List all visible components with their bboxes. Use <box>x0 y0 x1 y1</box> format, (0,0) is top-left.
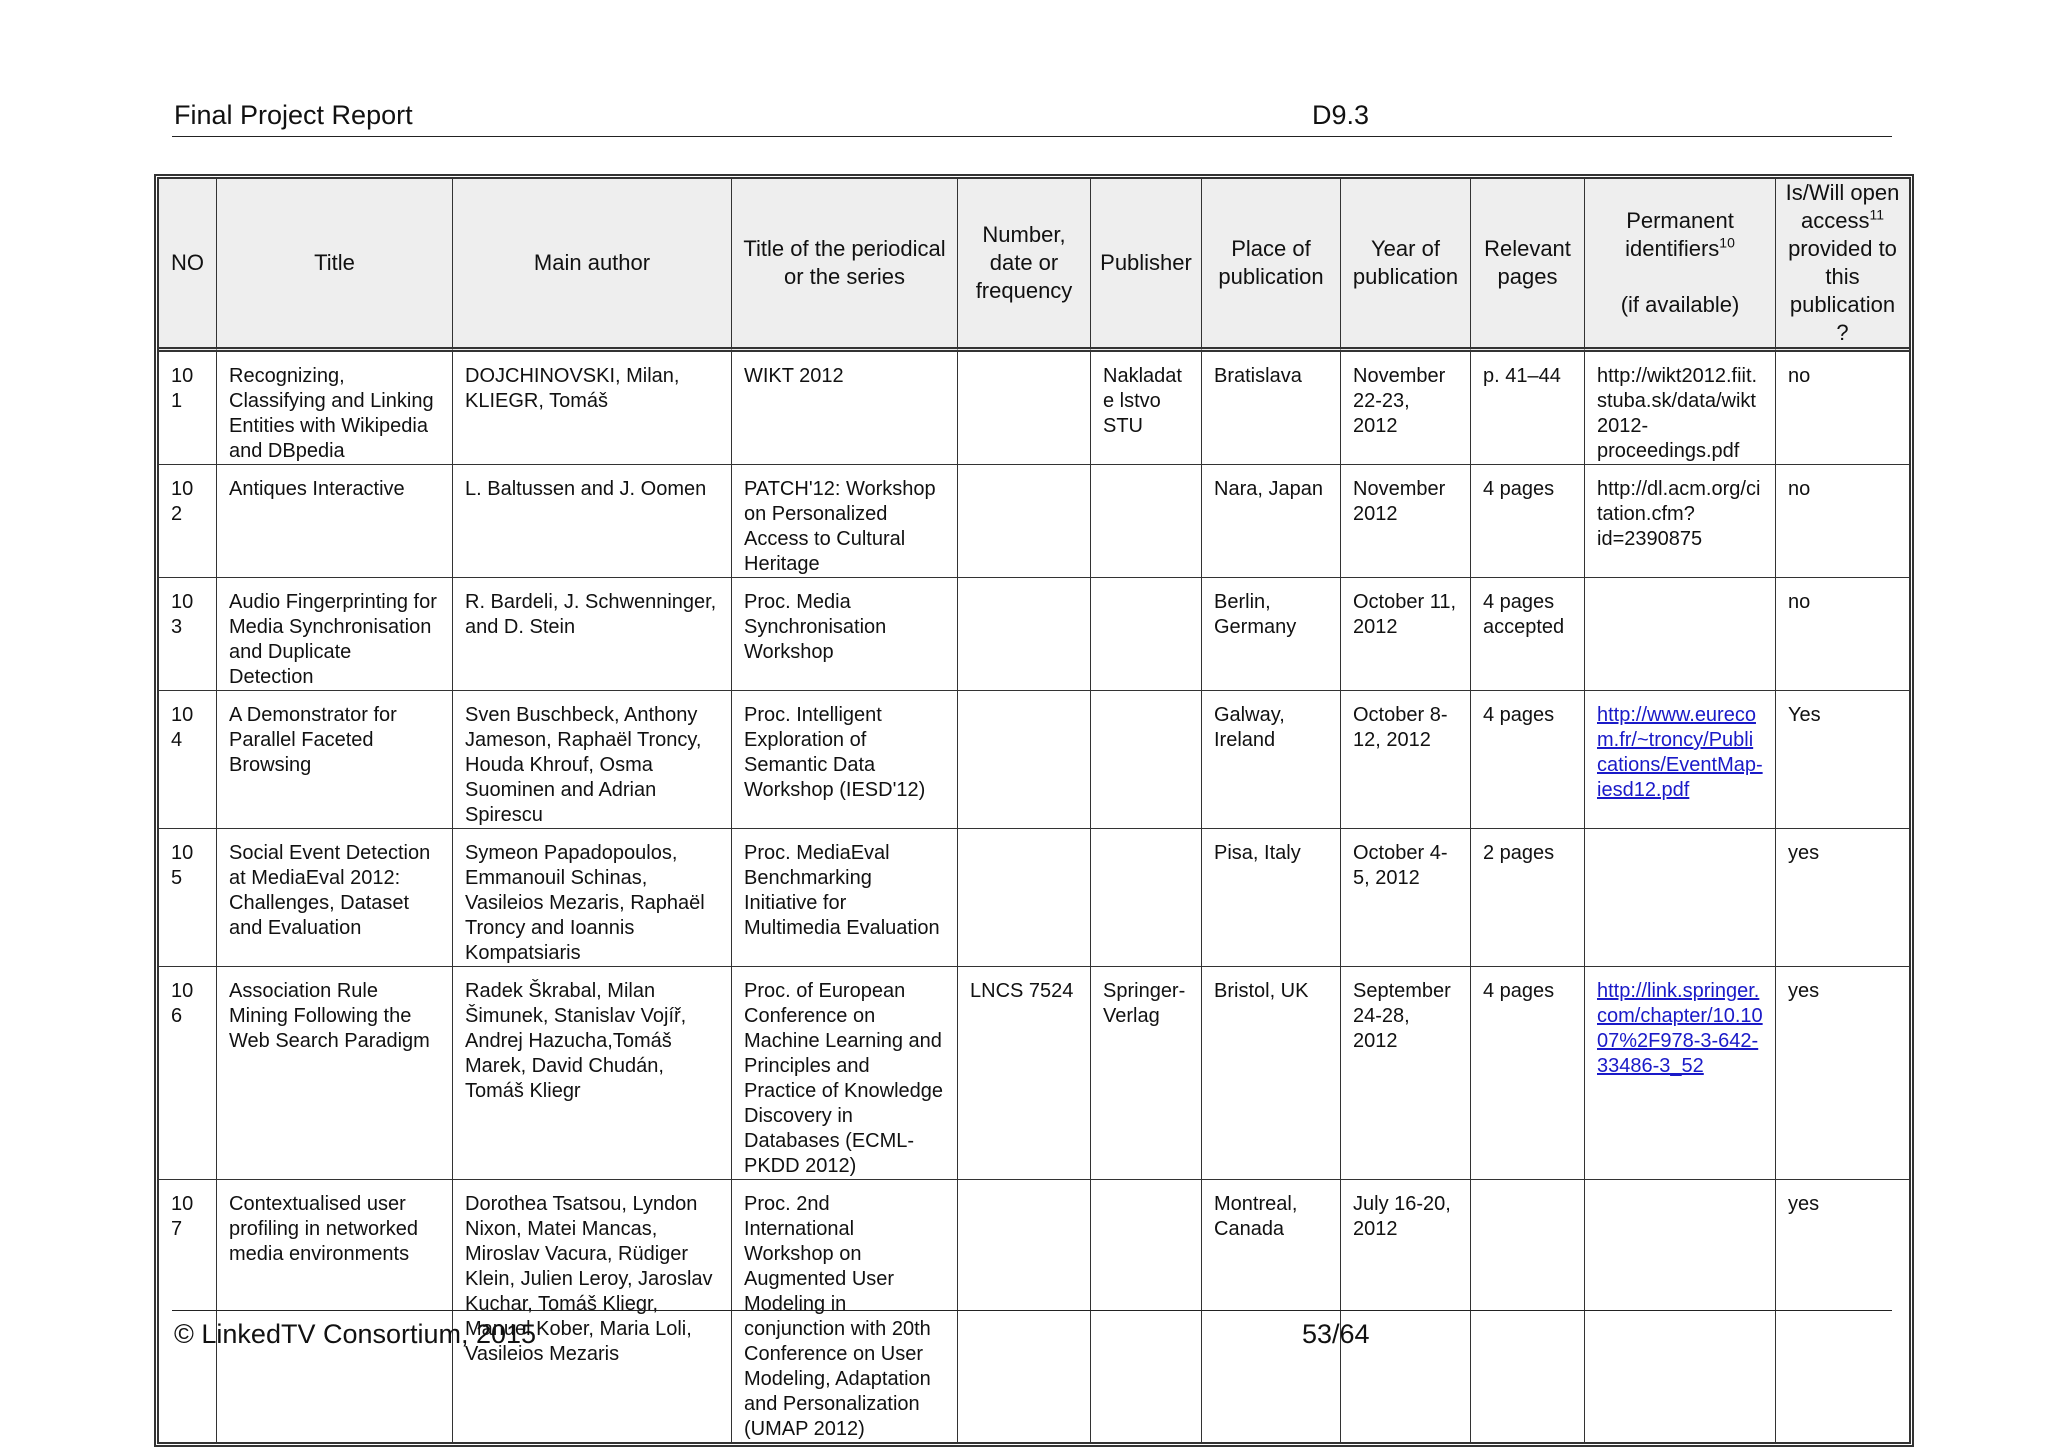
table-row <box>159 967 1909 1180</box>
cell-title: Audio Fingerprinting for Media Synchronisation and Duplicate Detection <box>217 578 453 691</box>
cell-no: 101 <box>159 352 217 465</box>
cell-periodical: PATCH'12: Workshop on Personalized Access to Cultural Heritage <box>732 465 958 578</box>
cell-year: October 4-5, 2012 <box>1341 829 1471 967</box>
col-header-no: NO <box>159 179 217 352</box>
cell-periodical: Proc. Intelligent Exploration of Semantic Data Workshop (IESD'12) <box>732 691 958 829</box>
cell-title: Contextualised user profiling in networked media environments <box>217 1180 453 1442</box>
copyright-text: © LinkedTV Consortium, 2015 <box>174 1319 537 1349</box>
cell-publisher: Springer-Verlag <box>1091 967 1202 1180</box>
cell-title: Recognizing, Classifying and Linking Entities with Wikipedia and DBpedia <box>217 352 453 465</box>
cell-title: Social Event Detection at MediaEval 2012: Challenges, Dataset and Evaluation <box>217 829 453 967</box>
page-number: 53/64 <box>1302 1319 1370 1349</box>
cell-periodical: WIKT 2012 <box>732 352 958 465</box>
cell-access: yes <box>1788 1193 1820 1215</box>
col-header-identifiers <box>1585 179 1776 352</box>
cell-year: October 11, 2012 <box>1341 578 1471 691</box>
footnote-ref-11[interactable]: 11 <box>1869 206 1885 223</box>
access-label-b: provided to this publication? <box>1788 236 1897 345</box>
table-row <box>159 352 1909 465</box>
cell-access: yes <box>1776 829 1909 967</box>
page-footer <box>172 1310 1892 1351</box>
report-title: Final Project Report <box>174 100 413 130</box>
cell-title: Antiques Interactive <box>217 465 453 578</box>
cell-pages: p. 41–44 <box>1471 352 1585 465</box>
col-header-publisher: Publisher <box>1091 179 1202 352</box>
cell-author: Symeon Papadopoulos, Emmanouil Schinas, Vasileios Mezaris, Raphaël Troncy and Ioannis Kompatsiaris <box>453 829 732 967</box>
cell-author: Sven Buschbeck, Anthony Jameson, Raphaël Troncy, Houda Khrouf, Osma Suominen and Adrian Spirescu <box>453 691 732 829</box>
cell-access: no <box>1776 465 1909 578</box>
cell-place: Pisa, Italy <box>1202 829 1341 967</box>
cell-publisher <box>1091 691 1202 829</box>
cell-title: A Demonstrator for Parallel Faceted Browsing <box>217 691 453 829</box>
cell-pages: 4 pages <box>1471 967 1585 1180</box>
cell-number <box>958 352 1091 465</box>
table-header-row <box>159 179 1909 352</box>
cell-pages: 2 pages <box>1471 829 1585 967</box>
identifiers-label: Permanent identifiers <box>1625 208 1734 261</box>
document-id: D9.3 <box>1312 100 1370 130</box>
access-label-a: Is/Will open access <box>1785 180 1900 233</box>
col-header-pages: Relevant pages <box>1471 179 1585 352</box>
cell-pages: 4 pages <box>1471 465 1585 578</box>
cell-no: 107 <box>159 1180 217 1442</box>
col-header-author: Main author <box>453 179 732 352</box>
cell-author: Dorothea Tsatsou, Lyndon Nixon, Matei Mancas, Miroslav Vacura, Rüdiger Klein, Julien Leroy, Jaroslav Kuchar, Tomáš Kliegr, Manuel Kober, Maria Loli, Vasileios Mezaris <box>453 1180 732 1442</box>
footnote-ref-10[interactable]: 10 <box>1719 234 1735 251</box>
publications-table <box>154 174 1914 1447</box>
cell-place: Berlin, Germany <box>1202 578 1341 691</box>
cell-publisher <box>1091 465 1202 578</box>
cell-access: Yes <box>1776 691 1909 829</box>
cell-identifier <box>1585 578 1776 691</box>
identifier-link[interactable]: http://www.eurecom.fr/~troncy/Publications/EventMap-iesd12.pdf <box>1597 704 1763 801</box>
table-row <box>159 578 1909 691</box>
cell-access: no <box>1776 352 1909 465</box>
cell-place: Bristol, UK <box>1202 967 1341 1180</box>
cell-pages: 4 pages accepted <box>1471 578 1585 691</box>
identifier-link[interactable]: http://link.springer.com/chapter/10.1007%2F978-3-642-33486-3_52 <box>1597 980 1763 1077</box>
table-row <box>159 829 1909 967</box>
cell-periodical: Proc. Media Synchronisation Workshop <box>732 578 958 691</box>
col-header-number: Number, date or frequency <box>958 179 1091 352</box>
cell-pages: 4 pages <box>1471 691 1585 829</box>
col-header-year: Year of publication <box>1341 179 1471 352</box>
cell-number <box>958 829 1091 967</box>
table-row <box>159 691 1909 829</box>
cell-number <box>958 578 1091 691</box>
cell-number <box>958 691 1091 829</box>
cell-author: L. Baltussen and J. Oomen <box>453 465 732 578</box>
cell-no: 103 <box>159 578 217 691</box>
cell-publisher: Nakladate lstvo STU <box>1091 352 1202 465</box>
cell-no: 105 <box>159 829 217 967</box>
cell-identifier: http://dl.acm.org/citation.cfm?id=2390875 <box>1585 465 1776 578</box>
cell-year: September 24-28, 2012 <box>1341 967 1471 1180</box>
cell-year: November 22-23, 2012 <box>1341 352 1471 465</box>
cell-periodical: Proc. MediaEval Benchmarking Initiative for Multimedia Evaluation <box>732 829 958 967</box>
cell-identifier <box>1585 829 1776 967</box>
cell-identifier: http://wikt2012.fiit.stuba.sk/data/wikt2012-proceedings.pdf <box>1585 352 1776 465</box>
cell-periodical: Proc. of European Conference on Machine Learning and Principles and Practice of Knowledge Discovery in Databases (ECML-PKDD 2012) <box>732 967 958 1180</box>
cell-access: no <box>1776 578 1909 691</box>
cell-publisher <box>1091 829 1202 967</box>
cell-no: 106 <box>159 967 217 1180</box>
col-header-periodical: Title of the periodical or the series <box>732 179 958 352</box>
identifiers-note: (if available) <box>1620 292 1740 317</box>
cell-author: DOJCHINOVSKI, Milan, KLIEGR, Tomáš <box>453 352 732 465</box>
table-row <box>159 465 1909 578</box>
cell-place: Bratislava <box>1202 352 1341 465</box>
cell-title: Association Rule Mining Following the Web Search Paradigm <box>217 967 453 1180</box>
cell-no: 104 <box>159 691 217 829</box>
cell-identifier <box>1585 691 1776 829</box>
cell-number: LNCS 7524 <box>958 967 1091 1180</box>
page-header <box>172 96 1892 137</box>
cell-author: Radek Škrabal, Milan Šimunek, Stanislav Vojíř, Andrej Hazucha,Tomáš Marek, David Chudán, Tomáš Kliegr <box>453 967 732 1180</box>
cell-no: 102 <box>159 465 217 578</box>
cell-place: Galway, Ireland <box>1202 691 1341 829</box>
cell-place: Montreal, Canada <box>1202 1180 1341 1442</box>
col-header-access <box>1776 179 1909 352</box>
cell-place: Nara, Japan <box>1202 465 1341 578</box>
cell-publisher <box>1091 578 1202 691</box>
cell-author: R. Bardeli, J. Schwenninger, and D. Stein <box>453 578 732 691</box>
cell-year: July 16-20, 2012 <box>1341 1180 1471 1442</box>
cell-identifier <box>1585 967 1776 1180</box>
col-header-title: Title <box>217 179 453 352</box>
cell-number <box>958 465 1091 578</box>
col-header-place: Place of publication <box>1202 179 1341 352</box>
cell-year: October 8-12, 2012 <box>1341 691 1471 829</box>
cell-year: November 2012 <box>1341 465 1471 578</box>
cell-periodical: Proc. 2nd International Workshop on Augmented User Modeling in conjunction with 20th Conference on User Modeling, Adaptation and Personalization (UMAP 2012) <box>732 1180 958 1442</box>
cell-access: yes <box>1776 967 1909 1180</box>
